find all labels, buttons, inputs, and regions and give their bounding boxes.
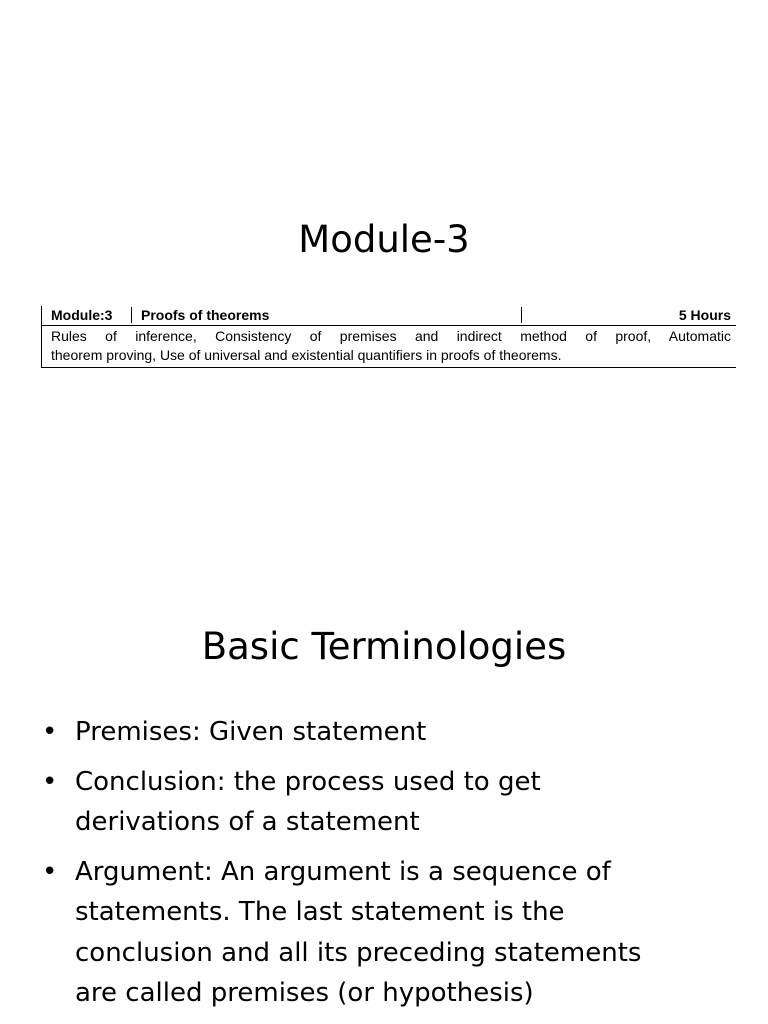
bullet-list bbox=[0, 712, 768, 1023]
syllabus-table bbox=[41, 306, 736, 368]
column-divider bbox=[521, 307, 522, 323]
bullet-text: are called premises (or hypothesis) bbox=[75, 978, 534, 1008]
bullet-item-argument bbox=[0, 852, 768, 1014]
bullet-text: conclusion and all its preceding statements bbox=[75, 937, 642, 968]
description-line: Rules of inference, Consistency of premises and indirect method of proof, Automatic bbox=[51, 328, 731, 344]
bullet-marker: • bbox=[42, 856, 58, 887]
column-divider bbox=[131, 307, 132, 323]
bullet-marker: • bbox=[42, 717, 58, 747]
bullet-text: Premises: Given statement bbox=[75, 717, 427, 747]
module-topic: Proofs of theorems bbox=[141, 307, 270, 323]
module-number: Module:3 bbox=[51, 307, 113, 323]
bullet-text: Conclusion: the process used to get bbox=[75, 766, 541, 797]
bullet-text: statements. The last statement is the bbox=[75, 897, 565, 927]
bullet-text: derivations of a statement bbox=[75, 807, 420, 837]
bullet-item-premises bbox=[0, 712, 768, 753]
module-hours: 5 Hours bbox=[678, 307, 731, 323]
description-line: theorem proving, Use of universal and existential quantifiers in proofs of theorems. bbox=[51, 347, 562, 363]
bullet-marker: • bbox=[42, 766, 58, 797]
slide-title-terminologies: Basic Terminologies bbox=[201, 625, 567, 668]
syllabus-description bbox=[41, 326, 736, 368]
bullet-text: Argument: An argument is a sequence of bbox=[75, 856, 611, 887]
slide-title-module: Module-3 bbox=[298, 218, 470, 261]
bullet-item-conclusion bbox=[0, 762, 768, 843]
syllabus-header-row bbox=[41, 306, 736, 326]
